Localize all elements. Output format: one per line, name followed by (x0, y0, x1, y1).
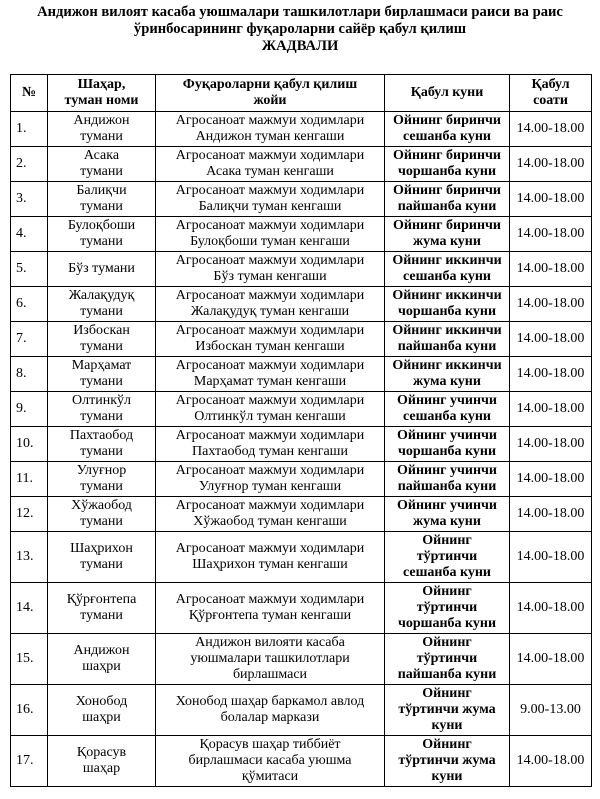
title-line-2: ўринбосарининг фуқароларни сайёр қабул қилиш (133, 21, 467, 37)
cell-district: Андижон тумани (48, 112, 156, 147)
header-place: Фуқароларни қабул қилиш жойи (156, 75, 385, 112)
cell-place: Агросаноат мажмуи ходимлари Асака туман кенгаши (156, 147, 385, 182)
cell-num: 8. (11, 357, 48, 392)
table-header-row (11, 75, 592, 112)
cell-num: 9. (11, 392, 48, 427)
table-row (11, 634, 592, 685)
cell-day: Ойнинг биринчи сешанба куни (385, 112, 510, 147)
header-district: Шаҳар, туман номи (48, 75, 156, 112)
cell-day: Ойнинг биринчи пайшанба куни (385, 182, 510, 217)
cell-time: 14.00-18.00 (510, 112, 592, 147)
header-day: Қабул куни (385, 75, 510, 112)
cell-day: Ойнинг тўртинчи жума куни (385, 685, 510, 736)
cell-district: Хўжаобод тумани (48, 497, 156, 532)
table-row (11, 583, 592, 634)
table-row (11, 147, 592, 182)
document-title (10, 4, 590, 55)
cell-day: Ойнинг иккинчи жума куни (385, 357, 510, 392)
cell-place: Агросаноат мажмуи ходимлари Марҳамат туман кенгаши (156, 357, 385, 392)
cell-time: 14.00-18.00 (510, 182, 592, 217)
cell-place: Агросаноат мажмуи ходимлари Жалақудуқ туман кенгаши (156, 287, 385, 322)
table-row (11, 217, 592, 252)
cell-num: 4. (11, 217, 48, 252)
cell-time: 14.00-18.00 (510, 532, 592, 583)
table-row (11, 112, 592, 147)
cell-district: Пахтаобод тумани (48, 427, 156, 462)
cell-place: Агросаноат мажмуи ходимлари Қўрғонтепа туман кенгаши (156, 583, 385, 634)
cell-district: Шаҳрихон тумани (48, 532, 156, 583)
cell-time: 14.00-18.00 (510, 634, 592, 685)
cell-time: 14.00-18.00 (510, 462, 592, 497)
cell-num: 3. (11, 182, 48, 217)
table-row (11, 182, 592, 217)
cell-district: Қўрғонтепа тумани (48, 583, 156, 634)
cell-num: 10. (11, 427, 48, 462)
cell-place: Хонобод шаҳар баркамол авлод болалар маркази (156, 685, 385, 736)
cell-district: Бўз тумани (48, 252, 156, 287)
cell-time: 14.00-18.00 (510, 252, 592, 287)
cell-num: 17. (11, 736, 48, 787)
cell-day: Ойнинг тўртинчи чоршанба куни (385, 583, 510, 634)
cell-place: Агросаноат мажмуи ходимлари Пахтаобод туман кенгаши (156, 427, 385, 462)
cell-day: Ойнинг учинчи чоршанба куни (385, 427, 510, 462)
table-row (11, 287, 592, 322)
cell-district: Олтинкўл тумани (48, 392, 156, 427)
cell-day: Ойнинг иккинчи чоршанба куни (385, 287, 510, 322)
cell-num: 5. (11, 252, 48, 287)
table-row (11, 685, 592, 736)
table-row (11, 736, 592, 787)
cell-day: Ойнинг тўртинчи сешанба куни (385, 532, 510, 583)
cell-num: 16. (11, 685, 48, 736)
header-num: № (11, 75, 48, 112)
cell-num: 6. (11, 287, 48, 322)
cell-day: Ойнинг биринчи жума куни (385, 217, 510, 252)
cell-time: 14.00-18.00 (510, 357, 592, 392)
cell-day: Ойнинг биринчи чоршанба куни (385, 147, 510, 182)
cell-place: Агросаноат мажмуи ходимлари Олтинкўл туман кенгаши (156, 392, 385, 427)
cell-time: 14.00-18.00 (510, 736, 592, 787)
cell-day: Ойнинг учинчи пайшанба куни (385, 462, 510, 497)
schedule-table (10, 74, 592, 787)
table-row (11, 532, 592, 583)
title-line-3: ЖАДВАЛИ (261, 38, 339, 54)
cell-district: Андижон шаҳри (48, 634, 156, 685)
cell-day: Ойнинг иккинчи сешанба куни (385, 252, 510, 287)
cell-day: Ойнинг иккинчи пайшанба куни (385, 322, 510, 357)
cell-district: Марҳамат тумани (48, 357, 156, 392)
cell-time: 14.00-18.00 (510, 497, 592, 532)
cell-num: 11. (11, 462, 48, 497)
cell-day: Ойнинг учинчи жума куни (385, 497, 510, 532)
cell-place: Қорасув шаҳар тиббиёт бирлашмаси касаба уюшма қўмитаси (156, 736, 385, 787)
title-line-1: Андижон вилоят касаба уюшмалари ташкилотлари бирлашмаси раиси ва раис (37, 4, 563, 20)
cell-num: 14. (11, 583, 48, 634)
cell-day: Ойнинг тўртинчи жума куни (385, 736, 510, 787)
cell-num: 13. (11, 532, 48, 583)
cell-place: Андижон вилояти касаба уюшмалари ташкилотлари бирлашмаси (156, 634, 385, 685)
table-row (11, 427, 592, 462)
cell-place: Агросаноат мажмуи ходимлари Улуғнор туман кенгаши (156, 462, 385, 497)
cell-num: 7. (11, 322, 48, 357)
header-time: Қабул соати (510, 75, 592, 112)
cell-district: Булоқбоши тумани (48, 217, 156, 252)
cell-num: 15. (11, 634, 48, 685)
table-row (11, 322, 592, 357)
cell-time: 14.00-18.00 (510, 147, 592, 182)
cell-time: 14.00-18.00 (510, 427, 592, 462)
table-body (11, 112, 592, 787)
cell-place: Агросаноат мажмуи ходимлари Балиқчи туман кенгаши (156, 182, 385, 217)
table-row (11, 252, 592, 287)
cell-district: Асака тумани (48, 147, 156, 182)
cell-time: 14.00-18.00 (510, 322, 592, 357)
cell-time: 14.00-18.00 (510, 392, 592, 427)
cell-place: Агросаноат мажмуи ходимлари Булоқбоши туман кенгаши (156, 217, 385, 252)
table-row (11, 497, 592, 532)
cell-district: Улуғнор тумани (48, 462, 156, 497)
cell-day: Ойнинг учинчи сешанба куни (385, 392, 510, 427)
cell-num: 2. (11, 147, 48, 182)
cell-time: 14.00-18.00 (510, 583, 592, 634)
cell-place: Агросаноат мажмуи ходимлари Избоскан туман кенгаши (156, 322, 385, 357)
cell-time: 9.00-13.00 (510, 685, 592, 736)
table-row (11, 462, 592, 497)
table-row (11, 357, 592, 392)
cell-time: 14.00-18.00 (510, 287, 592, 322)
cell-place: Агросаноат мажмуи ходимлари Шаҳрихон туман кенгаши (156, 532, 385, 583)
cell-district: Балиқчи тумани (48, 182, 156, 217)
cell-day: Ойнинг тўртинчи пайшанба куни (385, 634, 510, 685)
cell-district: Жалақудуқ тумани (48, 287, 156, 322)
cell-district: Избоскан тумани (48, 322, 156, 357)
cell-district: Хонобод шаҳри (48, 685, 156, 736)
cell-place: Агросаноат мажмуи ходимлари Андижон туман кенгаши (156, 112, 385, 147)
cell-num: 1. (11, 112, 48, 147)
cell-place: Агросаноат мажмуи ходимлари Бўз туман кенгаши (156, 252, 385, 287)
cell-place: Агросаноат мажмуи ходимлари Хўжаобод туман кенгаши (156, 497, 385, 532)
cell-time: 14.00-18.00 (510, 217, 592, 252)
table-row (11, 392, 592, 427)
cell-district: Қорасув шаҳар (48, 736, 156, 787)
cell-num: 12. (11, 497, 48, 532)
